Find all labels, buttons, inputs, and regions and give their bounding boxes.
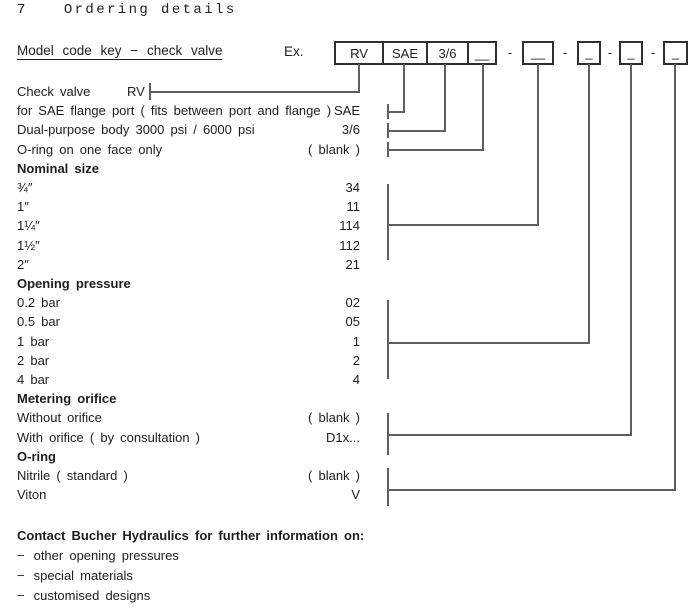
header-metering-orifice [17, 391, 360, 409]
option-code: V [351, 487, 360, 502]
code-cell-check-valve: RV [334, 41, 384, 65]
hline-oring-face [388, 149, 484, 151]
option-code: 4 [352, 372, 360, 387]
vline-oring-face [482, 64, 484, 150]
option-row [17, 238, 360, 256]
option-row [17, 314, 360, 332]
vline-metering-orifice [630, 64, 632, 436]
option-label: 2″ [17, 257, 29, 272]
hline-nominal-size [388, 224, 539, 226]
option-code: ( blank ) [308, 410, 360, 425]
section-label: Nominal size [17, 161, 99, 176]
option-row [17, 430, 360, 448]
row-sae-flange [17, 103, 360, 121]
section-label: Metering orifice [17, 391, 117, 406]
tick-dual-purpose [387, 123, 389, 138]
example-label: Ex. [284, 44, 304, 59]
option-label: Without orifice [17, 410, 102, 425]
tick-sae-flange [387, 104, 389, 119]
option-row [17, 218, 360, 236]
model-code-key-heading: Model code key − check valve [17, 43, 223, 58]
tick-oring [387, 468, 389, 506]
option-row [17, 257, 360, 275]
footer-item [17, 548, 179, 563]
option-row [17, 180, 360, 198]
footer-item-text: other opening pressures [33, 548, 179, 563]
option-label: 4 bar [17, 372, 50, 387]
row-oring-face [17, 142, 360, 160]
code-box-nominal-size: __ [522, 41, 554, 65]
header-nominal-size [17, 161, 360, 179]
option-code: D1x... [326, 430, 360, 445]
model-code-prefix-boxes [334, 41, 497, 65]
option-row [17, 199, 360, 217]
footer-item [17, 568, 133, 583]
option-label: 1 bar [17, 334, 50, 349]
option-code: 21 [345, 257, 360, 272]
hline-metering-orifice [388, 434, 632, 436]
option-label: Viton [17, 487, 47, 502]
option-code: 02 [345, 295, 360, 310]
code-box-opening-pressure: _ [577, 41, 601, 65]
bullet-dash: − [17, 548, 25, 563]
row-label: Check valve [17, 84, 91, 99]
vline-dual-purpose [444, 64, 446, 131]
code-cell-oring-face: __ [467, 41, 497, 65]
section-number: 7 [17, 2, 28, 18]
hline-opening-pressure [388, 342, 590, 344]
option-row [17, 410, 360, 428]
option-row [17, 372, 360, 390]
option-code: 1 [352, 334, 360, 349]
footer-item-text: customised designs [33, 588, 151, 603]
tick-opening-pressure [387, 300, 389, 379]
row-code: RV [127, 84, 145, 99]
hline-dual-purpose [388, 130, 446, 132]
code-box-oring: _ [663, 41, 688, 65]
hline-oring [388, 489, 676, 491]
bullet-dash: − [17, 568, 25, 583]
section-label: Opening pressure [17, 276, 131, 291]
option-label: 1½″ [17, 238, 40, 253]
footer-heading: Contact Bucher Hydraulics for further information on: [17, 528, 365, 543]
tick-nominal-size [387, 184, 389, 260]
row-code: 3/6 [341, 122, 360, 137]
option-code: 11 [346, 199, 360, 214]
bullet-dash: − [17, 588, 25, 603]
option-code: ( blank ) [308, 468, 360, 483]
row-label: for SAE flange port ( fits between port and flange ) [17, 103, 332, 118]
code-separator-dash: - [562, 45, 568, 60]
header-opening-pressure [17, 276, 360, 294]
option-row [17, 487, 360, 505]
code-cell-dual-purpose: 3/6 [426, 41, 469, 65]
tick-oring-face [387, 142, 389, 157]
section-heading-text: Ordering details [63, 2, 237, 18]
option-label: ¾″ [17, 180, 33, 195]
header-oring [17, 449, 360, 467]
vline-oring [674, 64, 676, 491]
row-code: SAE [333, 103, 360, 118]
option-row [17, 468, 360, 486]
option-label: 0.5 bar [17, 314, 60, 329]
option-label: 0.2 bar [17, 295, 60, 310]
code-separator-dash: - [507, 45, 513, 60]
footer-item [17, 588, 150, 603]
option-code: 2 [352, 353, 360, 368]
option-row [17, 295, 360, 313]
option-label: 1¼″ [17, 218, 40, 233]
row-check-valve [17, 84, 360, 102]
footer-item-text: special materials [33, 568, 133, 583]
option-label: Nitrile ( standard ) [17, 468, 128, 483]
option-row [17, 334, 360, 352]
code-separator-dash: - [650, 45, 656, 60]
option-label: With orifice ( by consultation ) [17, 430, 201, 445]
hline-sae-flange [388, 111, 405, 113]
option-code: 112 [339, 238, 360, 253]
code-cell-sae-flange: SAE [382, 41, 428, 65]
section-label: O-ring [17, 449, 56, 464]
option-label: 2 bar [17, 353, 50, 368]
option-code: 34 [345, 180, 360, 195]
vline-sae-flange [403, 64, 405, 112]
option-label: 1″ [17, 199, 29, 214]
row-label: Dual-purpose body 3000 psi / 6000 psi [17, 122, 255, 137]
option-row [17, 353, 360, 371]
tick-metering-orifice [387, 413, 389, 455]
option-code: 05 [345, 314, 360, 329]
code-box-metering-orifice: _ [619, 41, 643, 65]
row-code: ( blank ) [308, 142, 360, 157]
row-label: O-ring on one face only [17, 142, 163, 157]
section-heading [17, 2, 237, 18]
code-separator-dash: - [607, 45, 613, 60]
vline-nominal-size [537, 64, 539, 226]
vline-opening-pressure [588, 64, 590, 343]
option-code: 114 [339, 218, 360, 233]
row-dual-purpose [17, 122, 360, 140]
